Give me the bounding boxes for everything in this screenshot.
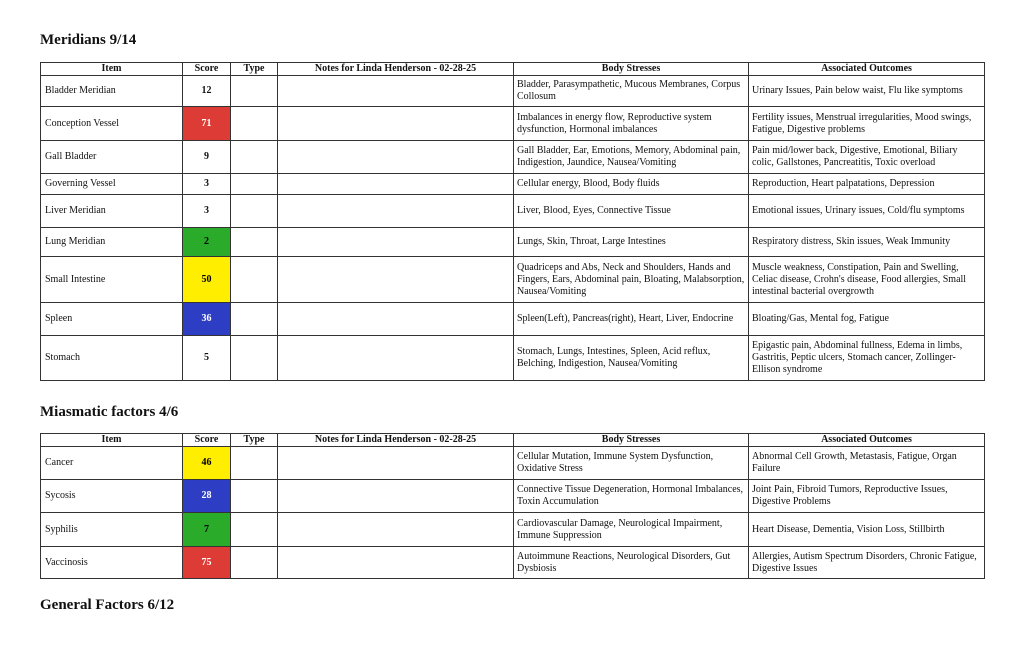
miasmatic-table (40, 433, 985, 579)
outcomes-cell: Epigastic pain, Abdominal fullness, Edema in limbs, Gastritis, Peptic ulcers, Stomach cancer, Zollinger-Ellison syndrome (749, 336, 985, 381)
item-cell: Conception Vessel (41, 107, 183, 141)
outcomes-cell: Respiratory distress, Skin issues, Weak Immunity (749, 228, 985, 257)
type-cell (231, 480, 278, 513)
outcomes-cell: Muscle weakness, Constipation, Pain and Swelling, Celiac disease, Crohn's disease, Food allergies, Small intestinal bacterial overgrowth (749, 257, 985, 303)
meridians-heading: Meridians 9/14 (40, 32, 137, 48)
table-row (41, 174, 985, 195)
outcomes-cell: Urinary Issues, Pain below waist, Flu like symptoms (749, 76, 985, 107)
item-cell: Bladder Meridian (41, 76, 183, 107)
item-cell: Gall Bladder (41, 141, 183, 174)
score-cell: 9 (183, 141, 231, 174)
type-cell (231, 228, 278, 257)
score-cell: 5 (183, 336, 231, 381)
table-row (41, 447, 985, 480)
table-row (41, 257, 985, 303)
table-row (41, 107, 985, 141)
body-stresses-cell: Cellular energy, Blood, Body fluids (514, 174, 749, 195)
table-row (41, 195, 985, 228)
type-cell (231, 513, 278, 547)
type-cell (231, 447, 278, 480)
score-cell: 3 (183, 174, 231, 195)
type-cell (231, 76, 278, 107)
notes-cell (278, 228, 514, 257)
body-stresses-cell: Imbalances in energy flow, Reproductive system dysfunction, Hormonal imbalances (514, 107, 749, 141)
table-header-row (41, 434, 985, 447)
type-cell (231, 107, 278, 141)
col-score-header: Score (183, 63, 231, 76)
score-cell: 46 (183, 447, 231, 480)
item-cell: Liver Meridian (41, 195, 183, 228)
body-stresses-cell: Stomach, Lungs, Intestines, Spleen, Acid reflux, Belching, Indigestion, Nausea/Vomiting (514, 336, 749, 381)
body-stresses-cell: Cellular Mutation, Immune System Dysfunction, Oxidative Stress (514, 447, 749, 480)
item-cell: Small Intestine (41, 257, 183, 303)
body-stresses-cell: Lungs, Skin, Throat, Large Intestines (514, 228, 749, 257)
score-cell: 50 (183, 257, 231, 303)
general-factors-heading: General Factors 6/12 (40, 597, 175, 613)
item-cell: Syphilis (41, 513, 183, 547)
body-stresses-cell: Autoimmune Reactions, Neurological Disorders, Gut Dysbiosis (514, 547, 749, 579)
notes-cell (278, 174, 514, 195)
outcomes-cell: Abnormal Cell Growth, Metastasis, Fatigue, Organ Failure (749, 447, 985, 480)
col-notes-header: Notes for Linda Henderson - 02-28-25 (278, 434, 514, 447)
col-notes-header: Notes for Linda Henderson - 02-28-25 (278, 63, 514, 76)
notes-cell (278, 257, 514, 303)
col-outcomes-header: Associated Outcomes (749, 63, 985, 76)
body-stresses-cell: Spleen(Left), Pancreas(right), Heart, Liver, Endocrine (514, 303, 749, 336)
item-cell: Governing Vessel (41, 174, 183, 195)
col-outcomes-header: Associated Outcomes (749, 434, 985, 447)
item-cell: Stomach (41, 336, 183, 381)
notes-cell (278, 107, 514, 141)
body-stresses-cell: Cardiovascular Damage, Neurological Impairment, Immune Suppression (514, 513, 749, 547)
table-row (41, 228, 985, 257)
outcomes-cell: Emotional issues, Urinary issues, Cold/flu symptoms (749, 195, 985, 228)
outcomes-cell: Fertility issues, Menstrual irregularities, Mood swings, Fatigue, Digestive problems (749, 107, 985, 141)
body-stresses-cell: Quadriceps and Abs, Neck and Shoulders, Hands and Fingers, Ears, Abdominal pain, Bloating, Malabsorption, Nausea/Vomiting (514, 257, 749, 303)
miasmatic-heading: Miasmatic factors 4/6 (40, 404, 179, 420)
item-cell: Spleen (41, 303, 183, 336)
notes-cell (278, 195, 514, 228)
score-cell: 36 (183, 303, 231, 336)
notes-cell (278, 547, 514, 579)
col-type-header: Type (231, 63, 278, 76)
score-cell: 3 (183, 195, 231, 228)
item-cell: Vaccinosis (41, 547, 183, 579)
score-cell: 2 (183, 228, 231, 257)
notes-cell (278, 513, 514, 547)
table-row (41, 76, 985, 107)
outcomes-cell: Heart Disease, Dementia, Vision Loss, Stillbirth (749, 513, 985, 547)
notes-cell (278, 336, 514, 381)
table-row (41, 141, 985, 174)
score-cell: 28 (183, 480, 231, 513)
type-cell (231, 141, 278, 174)
outcomes-cell: Reproduction, Heart palpatations, Depression (749, 174, 985, 195)
outcomes-cell: Pain mid/lower back, Digestive, Emotional, Biliary colic, Gallstones, Pancreatitis, Toxic overload (749, 141, 985, 174)
item-cell: Cancer (41, 447, 183, 480)
table-row (41, 480, 985, 513)
score-cell: 75 (183, 547, 231, 579)
notes-cell (278, 447, 514, 480)
score-cell: 7 (183, 513, 231, 547)
meridians-table (40, 62, 985, 381)
notes-cell (278, 480, 514, 513)
body-stresses-cell: Connective Tissue Degeneration, Hormonal Imbalances, Toxin Accumulation (514, 480, 749, 513)
table-row (41, 547, 985, 579)
body-stresses-cell: Bladder, Parasympathetic, Mucous Membranes, Corpus Collosum (514, 76, 749, 107)
col-score-header: Score (183, 434, 231, 447)
type-cell (231, 303, 278, 336)
type-cell (231, 174, 278, 195)
type-cell (231, 547, 278, 579)
outcomes-cell: Allergies, Autism Spectrum Disorders, Chronic Fatigue, Digestive Issues (749, 547, 985, 579)
table-header-row (41, 63, 985, 76)
score-cell: 12 (183, 76, 231, 107)
body-stresses-cell: Liver, Blood, Eyes, Connective Tissue (514, 195, 749, 228)
type-cell (231, 336, 278, 381)
outcomes-cell: Bloating/Gas, Mental fog, Fatigue (749, 303, 985, 336)
notes-cell (278, 76, 514, 107)
item-cell: Sycosis (41, 480, 183, 513)
type-cell (231, 195, 278, 228)
table-row (41, 513, 985, 547)
table-row (41, 336, 985, 381)
body-stresses-cell: Gall Bladder, Ear, Emotions, Memory, Abdominal pain, Indigestion, Jaundice, Nausea/Vomiting (514, 141, 749, 174)
col-item-header: Item (41, 434, 183, 447)
col-stresses-header: Body Stresses (514, 434, 749, 447)
table-row (41, 303, 985, 336)
notes-cell (278, 303, 514, 336)
col-item-header: Item (41, 63, 183, 76)
outcomes-cell: Joint Pain, Fibroid Tumors, Reproductive Issues, Digestive Problems (749, 480, 985, 513)
col-stresses-header: Body Stresses (514, 63, 749, 76)
type-cell (231, 257, 278, 303)
score-cell: 71 (183, 107, 231, 141)
col-type-header: Type (231, 434, 278, 447)
notes-cell (278, 141, 514, 174)
item-cell: Lung Meridian (41, 228, 183, 257)
